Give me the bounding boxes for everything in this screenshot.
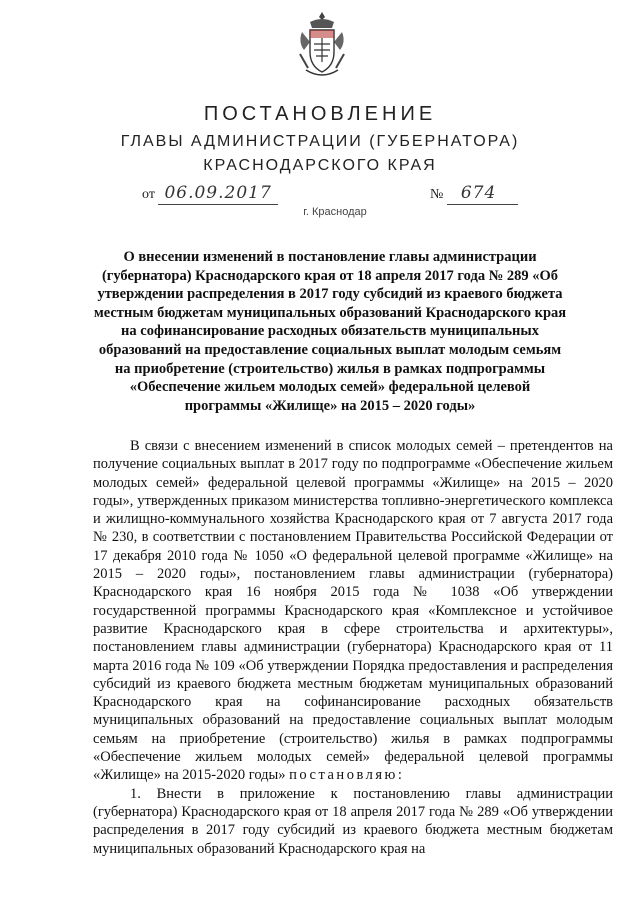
- region-heading: КРАСНОДАРСКОГО КРАЯ: [203, 157, 437, 174]
- coat-of-arms-icon: [296, 10, 348, 82]
- preamble-paragraph: [93, 437, 613, 785]
- number-value: 674: [447, 183, 518, 205]
- document-title: О внесении изменений в постановление главы администрации (губернатора) Краснодарского края от 18 апреля 2017 года № 289 «Об утверждении распределения в 2017 году субсидий из краевого бюджета местным бюджетам муниципальных образований Краснодарского края на софинансирование расходных обязательств муниципальных образований на предоставление социальных выплат молодым семьям на приобретение (строительство) жилья в рамках подпрограммы «Обеспечение жильем молодых семей» федеральной целевой программы «Жилище» на 2015 – 2020 годы»: [93, 249, 567, 414]
- date-field: [142, 183, 278, 205]
- date-value: 06.09.2017: [158, 183, 277, 205]
- document-type-heading: ПОСТАНОВЛЕНИЕ: [203, 103, 437, 125]
- number-field: [430, 183, 518, 205]
- document-body: [93, 437, 613, 858]
- preamble-text: В связи с внесением изменений в список молодых семей – претендентов на получение социальных выплат в 2017 году по подпрограмме «Обеспечение жильем молодых семей» федеральной целевой программы «Жилище» на 2015 – 2020 годы», утвержденных приказом министерства топливно-энергетического комплекса и жилищно-коммунального хозяйства Краснодарского края от 7 августа 2017 года № 230, в соответствии с постановлением Правительства Российской Федерации от 17 декабря 2010 года № 1050 «О федеральной целевой программе «Жилище» на 2015 – 2020 годы», постановлением главы администрации (губернатора) Краснодарского края 16 ноября 2015 года № 1038 «Об утверждении государственной программы Краснодарского края «Комплексное и устойчивое развитие Краснодарского края в сфере строительства и архитектуры», постановлением главы администрации (губернатора) Краснодарского края от 11 марта 2016 года № 109 «Об утверждении Порядка предоставления и распределения субсидий из краевого бюджета местным бюджетам муниципальных образований Краснодарского края на софинансирование расходных обязательств муниципальных образований на предоставление социальных выплат молодым семьям на приобретение (строительство) жилья в рамках подпрограммы «Обеспечение жильем молодых семей» федеральной целевой программы «Жилище» на 2015-2020 годы»: [93, 438, 613, 784]
- city-label: г. Краснодар: [303, 206, 367, 218]
- decree-word: постановляю:: [289, 767, 405, 784]
- clause-1-paragraph: 1. Внести в приложение к постановлению главы администрации (губернатора) Краснодарского края от 18 апреля 2017 года № 289 «Об утверждении распределения в 2017 году субсидий из краевого бюджета местным бюджетам муниципальных образований Краснодарского края на: [93, 785, 613, 857]
- number-prefix: №: [430, 187, 444, 202]
- date-prefix: от: [142, 187, 155, 202]
- issuer-heading: ГЛАВЫ АДМИНИСТРАЦИИ (ГУБЕРНАТОРА): [120, 133, 520, 150]
